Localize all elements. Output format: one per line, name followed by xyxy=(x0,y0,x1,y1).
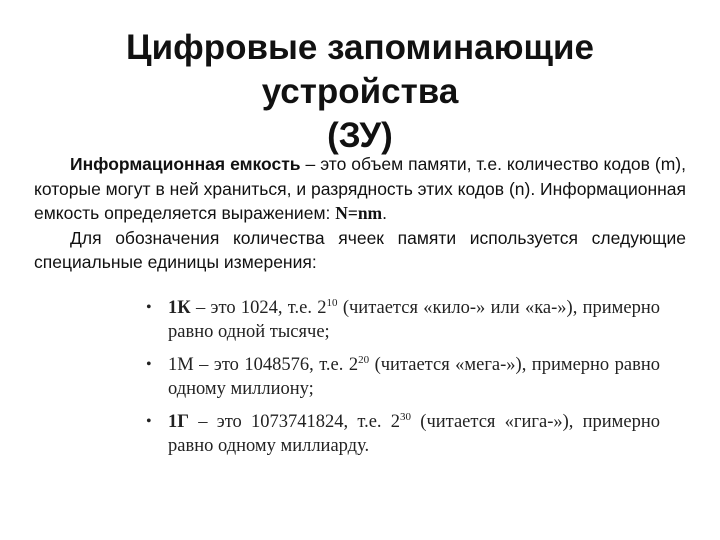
unit-label: 1Г xyxy=(168,412,190,432)
unit-exponent: 30 xyxy=(400,410,412,423)
unit-description: (читается «кило-» или «ка-»), примерно равно одной тысяче; xyxy=(168,298,660,342)
capacity-formula: N=nm xyxy=(335,203,383,223)
unit-exponent: 10 xyxy=(326,296,338,309)
unit-label: 1К xyxy=(168,298,191,318)
list-item-mega xyxy=(146,353,660,401)
term-information-capacity: Информационная емкость xyxy=(70,154,301,174)
unit-description: (читается «гига-»), примерно равно одному миллиарду. xyxy=(168,412,660,456)
bullet-icon: • xyxy=(146,299,152,316)
bullet-icon: • xyxy=(146,413,152,430)
body-text xyxy=(34,152,686,275)
list-item-giga xyxy=(146,410,660,458)
capacity-definition: – это объем памяти, т.е. количество кодов (m), которые могут в ней храниться, и разрядность этих кодов (n). Информационная емкость определяется выражением: xyxy=(34,154,686,223)
paragraph-units-intro: Для обозначения количества ячеек памяти используется следующие специальные единицы измерения: xyxy=(34,227,686,272)
units-list xyxy=(146,296,660,467)
unit-label: 1М xyxy=(168,355,194,375)
unit-description: (читается «мега-»), примерно равно одному миллиону; xyxy=(168,355,660,399)
title-line-2: (ЗУ) xyxy=(327,116,393,155)
list-item-kilo xyxy=(146,296,660,344)
unit-text: – это 1024, т.е. 2 xyxy=(190,298,327,318)
title-line-1: Цифровые запоминающие устройства xyxy=(126,28,594,111)
unit-text: – это 1073741824, т.е. 2 xyxy=(189,412,401,432)
capacity-end: . xyxy=(382,203,387,223)
page-title xyxy=(40,26,680,158)
paragraph-capacity xyxy=(34,152,686,226)
bullet-icon: • xyxy=(146,356,152,373)
unit-exponent: 20 xyxy=(358,353,370,366)
unit-text: – это 1048576, т.е. 2 xyxy=(193,355,359,375)
